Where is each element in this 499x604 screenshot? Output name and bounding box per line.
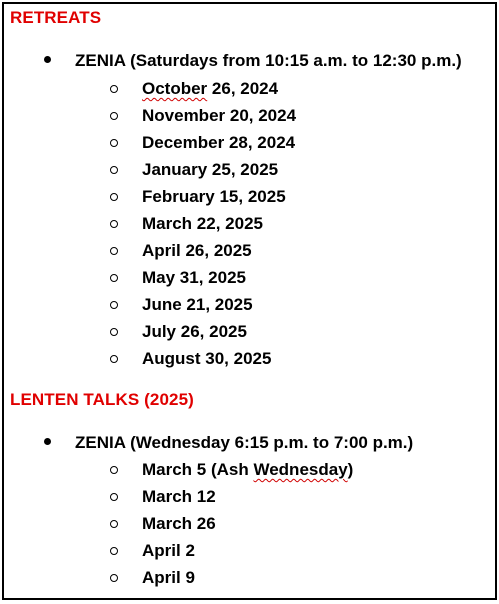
date-month: July [142, 322, 177, 341]
list-item [110, 105, 296, 132]
date-rest: 25, 2025 [207, 160, 279, 179]
bullet-dot-icon [44, 438, 51, 445]
bullet-dot-icon [44, 56, 51, 63]
date-rest: 26, 2024 [207, 79, 279, 98]
circle-bullet-icon [110, 112, 118, 120]
circle-bullet-icon [110, 493, 118, 501]
date-pre: April 9 [142, 568, 195, 587]
date-mark: Wednesday [253, 460, 348, 479]
list-item [110, 213, 296, 240]
list-item [110, 513, 353, 540]
retreats-bullet-text: ZENIA (Saturdays from 10:15 a.m. to 12:30 p.m.) [75, 51, 462, 70]
circle-bullet-icon [110, 355, 118, 363]
date-month: March [142, 214, 193, 233]
lenten-dates-list [110, 459, 353, 594]
date-month: January [142, 160, 208, 179]
date-month: December [142, 133, 225, 152]
list-item [110, 186, 296, 213]
list-item [110, 159, 296, 186]
date-rest: 26, 2025 [180, 241, 252, 260]
date-rest: 22, 2025 [192, 214, 263, 233]
date-rest: 31, 2025 [175, 268, 246, 287]
date-rest: 28, 2024 [224, 133, 296, 152]
date-pre: March 12 [142, 487, 216, 506]
list-item [110, 459, 353, 486]
list-item [110, 78, 296, 105]
date-month: May [142, 268, 176, 287]
date-rest: 26, 2025 [176, 322, 247, 341]
date-rest: 21, 2025 [181, 295, 253, 314]
circle-bullet-icon [110, 301, 118, 309]
list-item [110, 132, 296, 159]
circle-bullet-icon [110, 220, 118, 228]
retreats-bullet-item [44, 51, 462, 71]
date-post: ) [347, 460, 354, 479]
retreats-heading: RETREATS [10, 8, 102, 27]
list-item [110, 486, 353, 513]
lenten-talks-heading: LENTEN TALKS (2025) [10, 390, 194, 409]
list-item [110, 294, 296, 321]
list-item [110, 540, 353, 567]
circle-bullet-icon [110, 547, 118, 555]
circle-bullet-icon [110, 247, 118, 255]
circle-bullet-icon [110, 166, 118, 174]
circle-bullet-icon [110, 574, 118, 582]
circle-bullet-icon [110, 466, 118, 474]
date-month: October [142, 79, 208, 98]
date-month: June [142, 295, 182, 314]
list-item [110, 240, 296, 267]
list-item [110, 267, 296, 294]
date-month: February [142, 187, 215, 206]
date-month: August [142, 349, 201, 368]
list-item [110, 348, 296, 375]
lenten-bullet-text: ZENIA (Wednesday 6:15 p.m. to 7:00 p.m.) [75, 433, 414, 452]
date-rest: 30, 2025 [200, 349, 272, 368]
list-item [110, 321, 296, 348]
circle-bullet-icon [110, 328, 118, 336]
date-month: November [142, 106, 226, 125]
date-pre: April 2 [142, 541, 195, 560]
date-rest: 15, 2025 [214, 187, 286, 206]
circle-bullet-icon [110, 85, 118, 93]
date-month: April [142, 241, 181, 260]
list-item [110, 567, 353, 594]
date-pre: March 5 (Ash [142, 460, 254, 479]
date-pre: March 26 [142, 514, 216, 533]
circle-bullet-icon [110, 139, 118, 147]
circle-bullet-icon [110, 193, 118, 201]
circle-bullet-icon [110, 274, 118, 282]
circle-bullet-icon [110, 520, 118, 528]
retreat-dates-list [110, 78, 296, 375]
lenten-bullet-item [44, 433, 413, 453]
date-rest: 20, 2024 [225, 106, 297, 125]
